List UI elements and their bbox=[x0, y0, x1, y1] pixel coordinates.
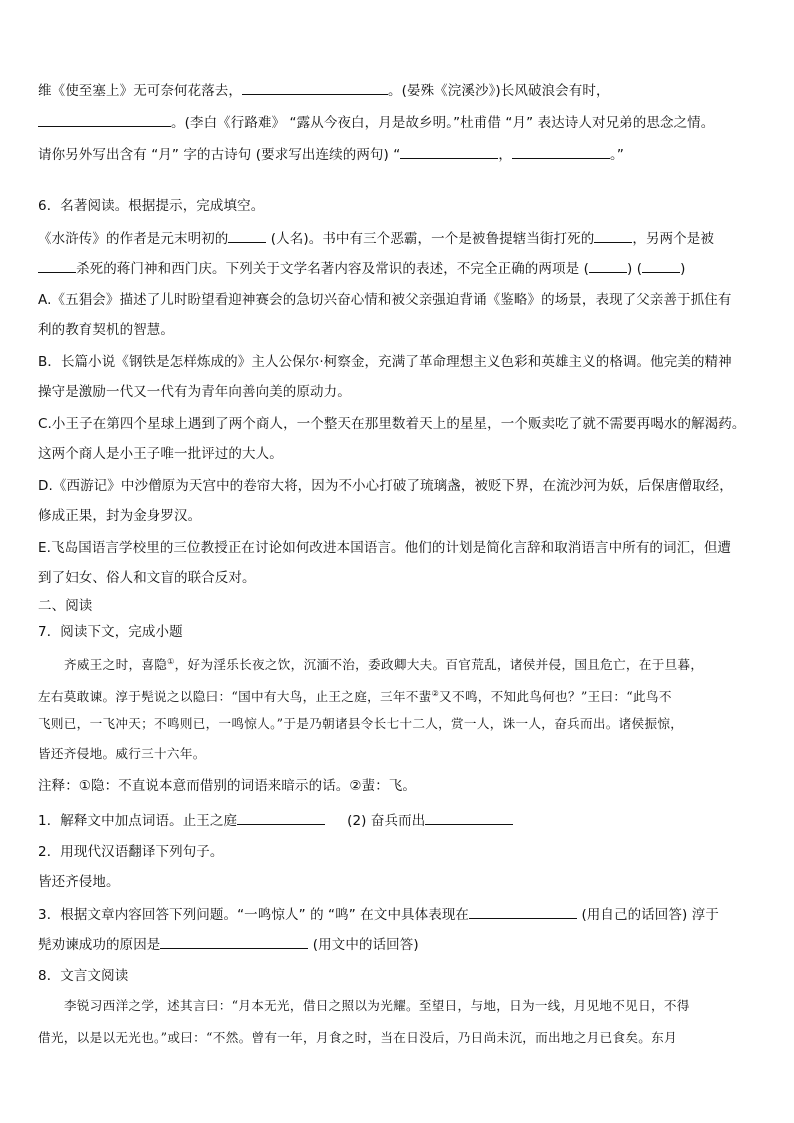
passage-text: ，好为淫乐长夜之饮，沉湎不治，委政卿大夫。百官荒乱，诸侯并侵，国且危亡，在于旦暮， bbox=[174, 657, 704, 673]
q6-option-b-line-2: 操守是激励一代又一代有为青年向善向美的原动力。 bbox=[38, 384, 351, 400]
q7-sub-2: 2．用现代汉语翻译下列句子。 bbox=[38, 844, 224, 860]
answer-blank[interactable] bbox=[425, 810, 513, 825]
poetry-line-3 bbox=[38, 144, 624, 165]
poetry-line-1 bbox=[38, 80, 610, 101]
q8-passage-line-1: 李锐习西洋之学，述其言曰：“月本无光，借日之照以为光耀。至望日，与地，日为一线，月见地不见日，不得 bbox=[64, 998, 690, 1013]
answer-blank[interactable] bbox=[589, 258, 627, 273]
answer-blank[interactable] bbox=[38, 258, 76, 273]
q7-text: (用文中的话回答) bbox=[308, 937, 419, 953]
q6-option-a-line-2: 利的教育契机的智慧。 bbox=[38, 322, 174, 338]
answer-blank[interactable] bbox=[228, 228, 266, 243]
poetry-text: 。” bbox=[610, 147, 624, 163]
q6-text: 杀死的蒋门神和西门庆。下列关于文学名著内容及常识的表述，不完全正确的两项是 ( bbox=[76, 261, 589, 277]
q6-text: ) ( bbox=[626, 261, 643, 277]
section-heading: 二、阅读 bbox=[38, 598, 93, 614]
answer-blank[interactable] bbox=[38, 112, 171, 127]
answer-blank[interactable] bbox=[400, 144, 498, 159]
q7-text: 髡劝谏成功的原因是 bbox=[38, 937, 161, 953]
q6-option-e-line-1: E.飞岛国语言学校里的三位教授正在讨论如何改进本国语言。他们的计划是简化言辞和取消语言中所有的词汇，但遭 bbox=[38, 540, 732, 556]
q7-passage-line-2 bbox=[38, 684, 672, 707]
q7-note: 注释：①隐：不直说本意而借别的词语来暗示的话。②蜚：飞。 bbox=[38, 778, 417, 794]
answer-blank[interactable] bbox=[512, 144, 610, 159]
q8-passage-line-2: 借光，以是以无光也。”或曰：“不然。曾有一年，月食之时，当在日没后，乃日尚未沉，而出地之月已食矣。东月 bbox=[38, 1030, 677, 1045]
q6-option-a-line-1: A.《五猖会》描述了儿时盼望看迎神赛会的急切兴奋心情和被父亲强迫背诵《鉴略》的场景，表现了父亲善于抓住有 bbox=[38, 292, 732, 308]
q6-option-d-line-2: 修成正果，封为金身罗汉。 bbox=[38, 508, 202, 524]
answer-blank[interactable] bbox=[237, 810, 325, 825]
q7-sub-3-line-1 bbox=[38, 904, 719, 925]
footnote-marker: ② bbox=[431, 689, 440, 698]
q7-passage-line-1 bbox=[64, 652, 703, 675]
q7-text: (2) 奋兵而出 bbox=[347, 813, 426, 829]
q6-line-2 bbox=[38, 258, 685, 279]
poetry-text: 。(晏殊《浣溪沙》)长风破浪会有时， bbox=[388, 83, 610, 99]
q6-title: 6．名著阅读。根据提示，完成填空。 bbox=[38, 198, 265, 214]
q6-text: 《水浒传》的作者是元末明初的 bbox=[38, 231, 229, 247]
q6-option-e-line-2: 到了妇女、俗人和文盲的联合反对。 bbox=[38, 570, 256, 586]
q7-text: 3．根据文章内容回答下列问题。“一鸣惊人” 的 “鸣” 在文中具体表现在 bbox=[38, 907, 470, 923]
poetry-text: 维《使至塞上》无可奈何花落去， bbox=[38, 83, 242, 99]
q7-text: 1．解释文中加点词语。止王之庭 bbox=[38, 813, 238, 829]
q8-title: 8．文言文阅读 bbox=[38, 968, 129, 984]
answer-blank[interactable] bbox=[594, 228, 632, 243]
q7-sub-1 bbox=[38, 810, 513, 831]
poetry-text: 。(李白《行路难》 “露从今夜白，月是故乡明。”杜甫借 “月” 表达诗人对兄弟的思念之情。 bbox=[171, 115, 715, 131]
q6-option-c-line-1: C.小王子在第四个星球上遇到了两个商人，一个整天在那里数着天上的星星，一个贩卖吃了就不需要再喝水的解渴药。 bbox=[38, 416, 746, 432]
q6-option-c-line-2: 这两个商人是小王子唯一批评过的大人。 bbox=[38, 446, 283, 462]
q7-sub-2-sentence: 皆还齐侵地。 bbox=[38, 874, 120, 890]
q7-title: 7．阅读下文，完成小题 bbox=[38, 624, 183, 640]
q7-sub-3-line-2 bbox=[38, 934, 419, 955]
q7-passage-line-4: 皆还齐侵地。威行三十六年。 bbox=[38, 746, 206, 761]
poetry-line-2 bbox=[38, 112, 714, 133]
passage-text: 齐威王之时，喜隐 bbox=[64, 657, 168, 673]
q6-text: ) bbox=[680, 261, 686, 277]
answer-blank[interactable] bbox=[469, 904, 577, 919]
q6-line-1 bbox=[38, 228, 714, 249]
poetry-text: ， bbox=[498, 147, 512, 163]
passage-text: 左右莫敢谏。淳于髡说之以隐曰：“国中有大鸟，止王之庭，三年不蜚 bbox=[38, 689, 432, 705]
poetry-text: 请你另外写出含有 “月” 字的古诗句 (要求写出连续的两句) “ bbox=[38, 147, 401, 163]
answer-blank[interactable] bbox=[242, 80, 388, 95]
footnote-marker: ① bbox=[167, 657, 175, 666]
answer-blank[interactable] bbox=[642, 258, 680, 273]
q6-option-d-line-1: D.《西游记》中沙僧原为天宫中的卷帘大将，因为不小心打破了琉璃盏，被贬下界，在流沙河为妖，后保唐僧取经， bbox=[38, 478, 733, 494]
q6-text: (人名)。书中有三个恶霸，一个是被鲁提辖当街打死的 bbox=[266, 231, 595, 247]
q7-passage-line-3: 飞则已，一飞冲天；不鸣则已，一鸣惊人。”于是乃朝诸县令长七十二人，赏一人，诛一人，奋兵而出。诸侯振惊， bbox=[38, 716, 684, 731]
q6-text: ，另两个是被 bbox=[632, 231, 714, 247]
q6-option-b-line-1: B．长篇小说《钢铁是怎样炼成的》主人公保尔·柯察金，充满了革命理想主义色彩和英雄主义的格调。他完美的精神 bbox=[38, 354, 732, 370]
answer-blank[interactable] bbox=[160, 934, 308, 949]
q7-text: (用自己的话回答) 淳于 bbox=[577, 907, 719, 923]
passage-text: 又不鸣，不知此鸟何也？”王曰：“此鸟不 bbox=[439, 689, 672, 705]
